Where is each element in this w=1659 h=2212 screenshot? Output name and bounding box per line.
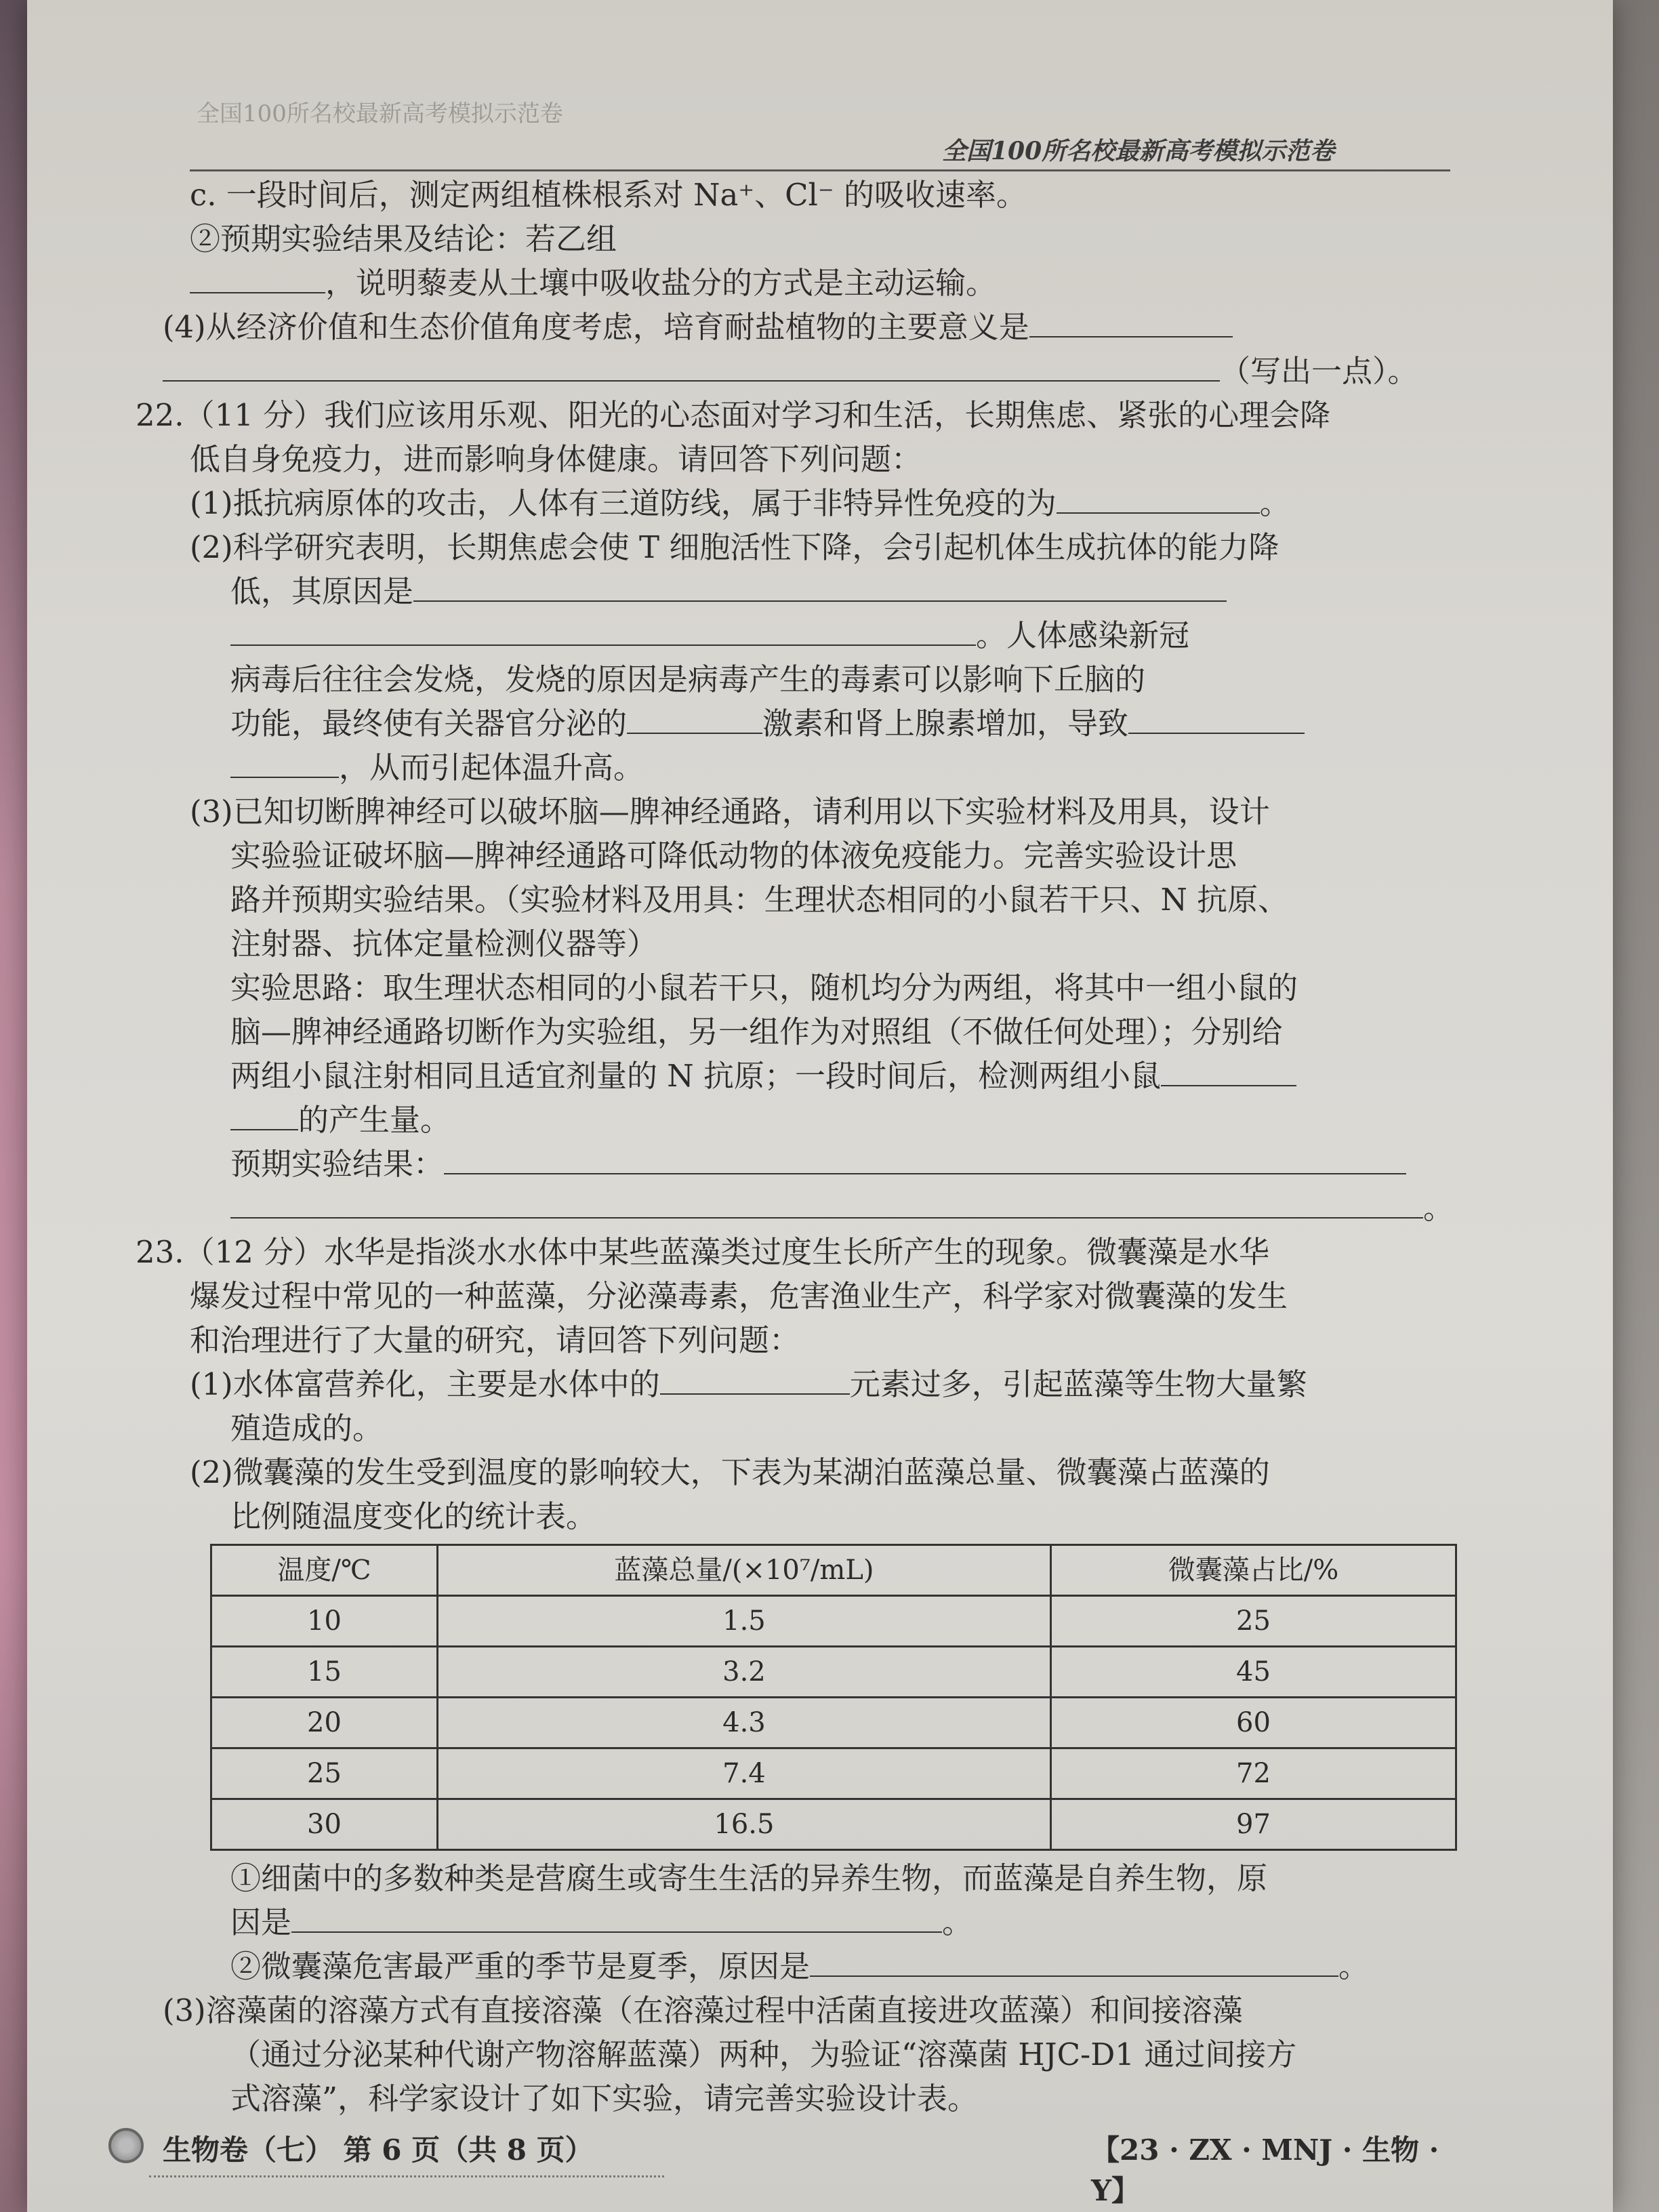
table-cell: 10 [211,1596,438,1647]
q22-part2-a: (2)科学研究表明，长期焦虑会使 T 细胞活性下降，会引起机体生成抗体的能力降 [190,529,1279,565]
q22-part2-b: 低，其原因是 [136,569,1443,613]
q22-part3-h: 的产生量。 [136,1098,1443,1142]
answer-blank[interactable] [230,615,976,646]
table-header-cell: 微囊藻占比/% [1050,1545,1456,1596]
answer-blank[interactable] [660,1364,850,1395]
q22-part2-c: 。人体感染新冠 [136,613,1443,657]
table-cell: 3.2 [437,1647,1050,1698]
q22-part3-b: 实验验证破坏脑—脾神经通路可降低动物的体液免疫能力。完善实验设计思 [230,838,1237,874]
table-header-row [211,1545,1456,1596]
header-divider [190,169,1450,171]
q22-part1: (1)抵抗病原体的攻击，人体有三道防线，属于非特异性免疫的为 。 [136,481,1443,525]
q23-intro-3: 和治理进行了大量的研究，请回答下列问题： [190,1322,800,1358]
table-cell: 60 [1050,1698,1456,1748]
q22-part3-i: 预期实验结果： [136,1142,1443,1186]
q23-intro-2: 爆发过程中常见的一种蓝藻，分泌藻毒素，危害渔业生产，科学家对微囊藻的发生 [190,1278,1288,1314]
q23-part1-c: 殖造成的。 [230,1410,384,1446]
answer-blank[interactable] [230,747,339,778]
answer-blank[interactable] [163,350,1220,382]
table-cell: 25 [1050,1596,1456,1647]
exam-page [27,0,1613,2212]
table-header-cell: 蓝藻总量/(×10⁷/mL) [437,1545,1050,1596]
table-cell: 7.4 [437,1748,1050,1799]
answer-blank[interactable] [1029,306,1233,337]
table-cell: 4.3 [437,1698,1050,1748]
q22-part2-c2: 病毒后往往会发烧，发烧的原因是病毒产生的毒素可以影响下丘脑的 [230,661,1146,697]
table-cell: 15 [211,1647,438,1698]
table-header-cell: 温度/℃ [211,1545,438,1596]
table-row [211,1799,1456,1850]
answer-blank[interactable] [1161,1055,1296,1086]
q22-part3-e: 实验思路：取生理状态相同的小鼠若干只，随机均分为两组，将其中一组小鼠的 [230,970,1298,1006]
answer-blank[interactable] [230,1187,1423,1218]
temperature-table [210,1544,1457,1851]
table-cell: 72 [1050,1748,1456,1799]
q23-part2-a: (2)微囊藻的发生受到温度的影响较大，下表为某湖泊蓝藻总量、微囊藻占蓝藻的 [190,1454,1270,1490]
table-row [211,1596,1456,1647]
page-content [136,173,1454,2121]
footer-code: 【23 · ZX · MNJ · 生物 · Y】 [1091,2133,1439,2207]
table-cell: 97 [1050,1799,1456,1850]
answer-blank[interactable] [444,1143,1406,1174]
q21-prediction-cont: ，说明藜麦从土壤中吸收盐分的方式是主动运输。 [136,261,1443,305]
q23-intro-1: 23.（12 分）水华是指淡水水体中某些蓝藻类过度生长所产生的现象。微囊藻是水华 [136,1234,1270,1270]
answer-blank[interactable] [810,1946,1338,1977]
answer-blank[interactable] [291,1902,942,1933]
q22-part2-e: ，从而引起体温升高。 [136,745,1443,790]
q22-part3-f: 脑—脾神经通路切断作为实验组，另一组作为对照组（不做任何处理）；分别给 [230,1014,1283,1050]
q23-part3-b: （通过分泌某种代谢产物溶解蓝藻）两种，为验证“溶藻菌 HJC-D1 通过间接方 [230,2036,1297,2072]
q22-part3-d: 注射器、抗体定量检测仪器等） [230,926,658,962]
table-row [211,1647,1456,1698]
q23-part3-c: 式溶藻”，科学家设计了如下实验，请完善实验设计表。 [230,2081,979,2116]
answer-blank[interactable] [230,1099,298,1130]
footer-page-info: 生物卷（七） 第 6 页（共 8 页） [163,2133,594,2167]
q21-part4-cont: （写出一点）。 [136,349,1443,393]
q22-part2-d: 功能，最终使有关器官分泌的 激素和肾上腺素增加，导致 [136,701,1443,745]
q23-part3-a: (3)溶藻菌的溶藻方式有直接溶藻（在溶藻过程中活菌直接进攻蓝藻）和间接溶藻 [163,1992,1243,2028]
q22-part3-g: 两组小鼠注射相同且适宜剂量的 N 抗原；一段时间后，检测两组小鼠 [136,1054,1443,1098]
answer-blank[interactable] [627,703,762,734]
q21-part4: (4)从经济价值和生态价值角度考虑，培育耐盐植物的主要意义是 [136,305,1443,349]
q23-sub2: ②微囊藻危害最严重的季节是夏季，原因是 。 [136,1944,1443,1988]
answer-blank[interactable] [1057,483,1260,514]
table-row [211,1698,1456,1748]
q22-intro-1: 22.（11 分）我们应该用乐观、阳光的心态面对学习和生活，长期焦虑、紧张的心理会降 [136,397,1331,433]
q21-prediction: ②预期实验结果及结论：若乙组 [190,221,617,257]
answer-blank[interactable] [1128,703,1305,734]
q23-sub1-b: 因是 。 [136,1900,1443,1944]
table-cell: 16.5 [437,1799,1050,1850]
footer-circle-icon [108,2128,144,2163]
table-cell: 45 [1050,1647,1456,1698]
header-title: 全国100所名校最新高考模拟示范卷 [942,137,1335,165]
table-row [211,1748,1456,1799]
header-faded-text: 全国100所名校最新高考模拟示范卷 [197,100,563,127]
table-cell: 25 [211,1748,438,1799]
q22-part3-c: 路并预期实验结果。（实验材料及用具：生理状态相同的小鼠若干只、N 抗原、 [230,882,1289,918]
q23-sub1-a: ①细菌中的多数种类是营腐生或寄生生活的异养生物，而蓝藻是自养生物，原 [230,1860,1268,1896]
q21-step-c: c. 一段时间后，测定两组植株根系对 Na⁺、Cl⁻ 的吸收速率。 [190,177,1027,213]
q23-part1-a: (1)水体富营养化，主要是水体中的 元素过多，引起蓝藻等生物大量繁 [136,1362,1443,1406]
q22-intro-2: 低自身免疫力，进而影响身体健康。请回答下列问题： [190,441,922,477]
answer-blank[interactable] [190,262,325,293]
table-cell: 1.5 [437,1596,1050,1647]
footer-wavy-line [149,2169,664,2177]
table-cell: 30 [211,1799,438,1850]
q22-part3-j: 。 [136,1186,1443,1230]
q23-part2-b: 比例随温度变化的统计表。 [230,1498,597,1534]
q22-part3-a: (3)已知切断脾神经可以破坏脑—脾神经通路，请利用以下实验材料及用具，设计 [190,794,1270,830]
table-cell: 20 [211,1698,438,1748]
answer-blank[interactable] [413,571,1227,602]
